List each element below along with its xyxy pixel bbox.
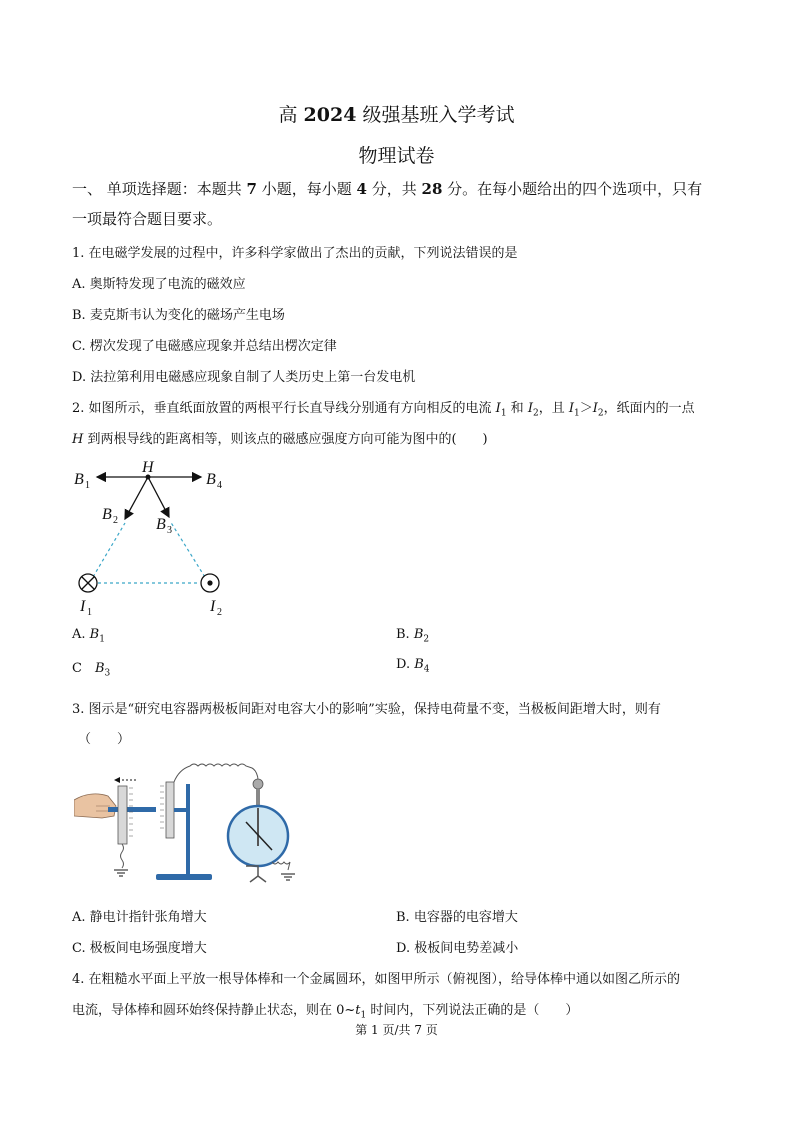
wire-out-of-page-icon [201,574,219,592]
q1-option-b: B. 麦克斯韦认为变化的磁场产生电场 [72,308,285,323]
q2-d-prefix: D. [396,657,415,672]
q2-text-b: 和 [506,401,528,416]
label-i1: I [80,598,86,615]
q2-a-sub: 1 [99,634,105,645]
b2-arrow [125,477,148,519]
section-text-a: 一、 单项选择题：本题共 [72,180,247,198]
hand-icon [74,794,116,818]
ground-wire-right [272,862,290,870]
q2-point-h: H [72,432,84,447]
label-i2: I [210,598,216,615]
q2-c-prefix: C [72,661,95,676]
sub-i2: 2 [217,607,222,618]
q2-option-d [396,657,430,675]
sub-b4: 4 [217,480,222,491]
q1-option-a: A. 奥斯特发现了电流的磁效应 [72,277,246,292]
q2-a-letter: B [89,627,100,642]
q1-option-c: C. 楞次发现了电磁感应现象并总结出楞次定律 [72,339,337,354]
q4-t-sub: 1 [360,1010,367,1021]
ground-left-icon [114,870,128,876]
page-footer: 第 1 页/共 7 页 [355,1023,438,1037]
label-h: H [142,459,154,476]
q2-text-a: 2. 如图所示，垂直纸面放置的两根平行长直导线分别通有方向相反的电流 [72,401,496,416]
q2-gt: ＞ [579,401,593,416]
movable-plate [118,786,127,844]
q2-stem [72,397,695,419]
q2-d-letter: B [414,657,424,672]
q2-c-sub: 3 [104,668,111,679]
q1-stem: 1. 在电磁学发展的过程中，许多科学家做出了杰出的贡献，下列说法错误的是 [72,246,518,261]
q4-stem: 4. 在粗糙水平面上平放一根导体棒和一个金属圆环，如图甲所示（俯视图），给导体棒中通以如图乙所示的 [72,972,681,987]
q3-stem: 3. 图示是“研究电容器两极板间距对电容大小的影响”实验，保持电荷量不变，当极板间距增大时，则有 [72,702,661,717]
stand-pole [186,784,190,876]
q2-i2-sub: 2 [532,408,539,419]
q2-text-e: ，纸面内的一点 [603,401,695,416]
points-total: 28 [421,180,443,198]
q3-stem-line2: （ ） [78,732,131,747]
q3-apparatus-figure [74,758,304,890]
dashed-left [90,523,125,582]
connecting-wire [174,764,258,782]
section-header [72,178,702,199]
stand-clamp [174,808,188,812]
q2-a-prefix: A. [72,627,90,642]
b3-arrow [148,477,169,517]
label-b4: B [206,471,216,488]
q4-t: t [355,1003,361,1018]
label-b2: B [102,506,112,523]
q2-d-sub: 4 [423,664,430,675]
q3-option-d: D. 极板间电势差减小 [396,941,519,956]
q2-b-letter: B [413,627,424,642]
section-header-line2: 一项最符合题目要求。 [72,210,223,228]
q2-option-c [72,657,110,679]
q2-i1: I [495,401,501,416]
sub-b2: 2 [113,515,118,526]
title-suffix: 级强基班入学考试 [356,104,515,126]
q2-i2: I [527,401,533,416]
q2-i1-sub: 1 [500,408,507,419]
handle-rod [108,807,156,812]
q1-option-d: D. 法拉第利用电磁感应现象自制了人类历史上第一台发电机 [72,370,416,385]
q2-text-c: ，且 [538,401,569,416]
electrometer-base [246,866,266,882]
title-prefix: 高 [278,104,304,126]
q2-i1b-sub: 1 [573,408,580,419]
title-year: 2024 [303,104,357,126]
sub-b3: 3 [167,525,172,536]
move-left-arrow-icon [114,777,136,783]
exam-subtitle: 物理试卷 [358,145,435,167]
fixed-plate [166,782,174,838]
q2-option-a [72,627,105,645]
q3-option-a: A. 静电计指针张角增大 [72,910,207,925]
q2-stem-line2 [72,428,488,447]
q2-i2b-sub: 2 [597,408,604,419]
q2-i2b: I [592,401,598,416]
electrometer-knob [253,779,263,789]
q2-option-b [396,627,429,645]
wire-into-page-icon [79,574,97,592]
stand-base [156,874,212,880]
q2-b-prefix: B. [396,627,414,642]
exam-title [0,100,793,127]
sub-b1: 1 [85,480,90,491]
label-b3: B [156,516,166,533]
section-text-c: 分，共 [366,180,422,198]
q3-option-b: B. 电容器的电容增大 [396,910,518,925]
q2-b-sub: 2 [423,634,430,645]
q2-c-letter: B [94,661,105,676]
dashed-right [170,521,208,582]
q4-text-b: 时间内，下列说法正确的是（ ） [366,1003,579,1018]
q2-figure [70,455,230,620]
section-text-b: 小题，每小题 [256,180,357,198]
q2-i1b: I [568,401,574,416]
q3-option-c: C. 极板间电场强度增大 [72,941,207,956]
q4-text-a: 电流，导体棒和圆环始终保持静止状态，则在 0~ [72,1003,356,1018]
sub-i1: 1 [87,607,92,618]
points-each: 4 [356,180,367,198]
section-text-d: 分。在每小题给出的四个选项中，只有 [442,180,703,198]
question-count: 7 [246,180,257,198]
label-b1: B [74,471,84,488]
q4-stem-line2 [72,999,578,1021]
ground-right-icon [281,874,295,880]
ground-wire-left [121,844,124,868]
q2-text-line2: 到两根导线的距离相等，则该点的磁感应强度方向可能为图中的( ) [83,432,488,447]
